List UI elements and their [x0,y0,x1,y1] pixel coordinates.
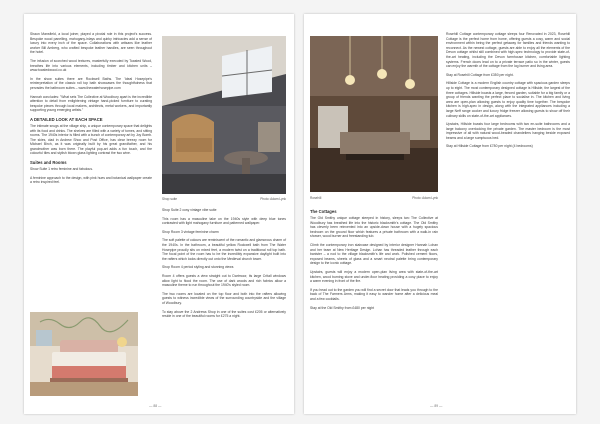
paragraph: Stay at Hillside Cottage from £780 per night (4 bedrooms) [446,144,533,149]
paragraph: Stay at Rosehill Cottage from £350 per night. [446,72,514,77]
right-page [304,14,576,414]
paragraph: The two rooms are located on the top floor and both into the rafters allowing guests to witness incredible views of the surrounding countryside and the village of Woodbury. [162,291,286,305]
paragraph: This room has a masculine take on the 1940s style with deep blue tones contrasted with light mahogany furniture and patterned wallpaper. [162,216,286,226]
caption-title: Rosehill [310,196,322,200]
paragraph: Shop Suite 2 cosy vintage vibe suite [162,208,217,212]
paragraph: The infusion of scorched wood textures, masterfully executed by Toasted Wood, breathes life into various elements, including timber and kitchen units – www.toastedwood.co.uk [30,58,152,73]
left-col1-intro [30,32,152,113]
right-column-2 [446,32,570,153]
lounge-photo [162,36,286,194]
paragraph: The Old Smithy unique cottage steeped in history, sleeps two The Collective at Woodbury has breathed life into the historic blacksmith's cottage. The Old Smithy has cleverly been reinvented into an upside-down house with a hugely spacious bedroom on the ground floor which features a private bathroom with a walk-in rain shower, wood burner and freestanding tub. [310,216,438,239]
paragraph: Rosehill Cottage contemporary cottage sleeps four Renovated in 2023, Rosehill Cottage is the perfect home from home, offering guests a cosy, warm and social environment within being the perfect getaway for families and friends wanting to reconnect. As the newest cottage, guests are able to enjoy all the elements of the Devon cottage whilst still combined with high-spec technology to provide state-of-the-art heating, including the Devon farmhouse kitchen, comfortable lighting systems. French doors lead on to a private terrace patio so in the winter, guests can enjoy the warmth of the cottage from the log burner and living area. [446,32,570,69]
paragraph: Show Suite 1 retro feminine and fabulous. [30,167,93,172]
photo-caption [162,197,286,201]
left-page [24,14,294,414]
right-column-1 [310,206,438,314]
left-column-1 [30,32,152,189]
page-number: — 89 — [430,404,443,408]
paragraph: Climb the contemporary iron staircase designed by interior designer Hannah Lohan and her team at New Heritage Design. Lohan has threaded leather through each banister – a nod to the village blacksmith's life and work. Polished cement floors, exposed beams, sheets of glass and a smart neutral palette bring contemporary design to the iconic cottage. [310,242,438,266]
paragraph: To stay above the 2 Andrews Shop in one of the suites cost £205 or alternatively reside in one of the beautiful rooms for £275 a night. [162,309,286,319]
paragraph: Shop Room 4 period styling and stunning views [162,265,234,270]
paragraph: Upstairs, Hillside boasts four large bedrooms with two en-suite bathrooms and a large balcony overlooking the private garden. The master bedroom is the most impressive of all with natural wood-beaded chandeliers hanging beside exposed beams and a large sumptuous bed. [446,122,570,140]
left-column-2 [162,208,286,323]
paragraph: Hillside Cottage is a modern English country cottage with spacious garden sleeps up to eight. The most contemporary designed cottage is Hillside, the largest of the three cottages. Hillside boasts a large, fenced garden, suitable for a big family or a group of friends wanting the perfect place to socialise in. The kitchen and living area are open-plan allowing guests to enjoy quality time together. The bespoke kitchen is high-spec in design, along with the integrated appliances including a large Neff range cooker and luxury fridge freezer allowing guests to show off their culinary skills on state-of-the-art appliances. [446,81,570,118]
paragraph: A feminine approach to the design, with pink hues and botanical wallpaper create a retro inspired feel. [30,175,152,185]
section-heading: A DETAILED LOOK AT EACH SPACE [30,116,103,122]
paragraph: Stay at the Old Smithy from £480 per night [310,305,375,310]
paragraph: The soft palette of colours are reminiscent of the romantic and glamorous charm of the 1940s. In the bathroom, a beautiful yellow Rockwell bath from The Water Hosepipe proudly sits on mixed feet, a modern twist on a traditional roll top bath. The focal point of the room has to be the incredibly expansive daylight built into the rafters which looks directly out onto the Medieval church tower. [162,238,287,261]
paragraph: Shop Room 3 vintage feminine charm [162,229,219,234]
photo-caption [310,196,438,200]
paragraph: Hannah concludes: "What sets The Collective at Woodbury apart is the incredible attention to detail from enlightening vintage hand-picked furniture to curating bespoke pieces through local makers, architects, metal workers, and importantly supporting young emerging artists." [30,94,152,113]
caption-title: Shop suite [162,197,178,201]
paragraph: Room 4 offers guests a view straight out to Dartmoor, its large Critall windows allow light to flood the room. The use of dark woods and rich fabrics allow a masculine theme to run throughout the 1940's styled room. [162,273,286,288]
paragraph: Shaun Mansfield, a local joiner, played a pivotal role in this project's success. Bespoke wood panelling, mahogany-inlays and quirky intricacies add a sense of luxury into every inch of the space. Collaborations with artisans like leather worker Bill Amberg, who crafted bespoke leather handles, are seen throughout the hotel. [30,32,152,55]
section-heading: Suites and Rooms [30,160,67,166]
caption-credit: Photo: Adam Lynk [260,197,286,201]
paragraph: Upstairs, guests will enjoy a modern open-plan living area with state-of-the-art kitchen, wood burning stove and under-floor heating providing a cosy place to enjoy a warm evening in front of the fire. [310,269,438,284]
paragraph: In the show suites there are Rockwell Baths. The 'Ideal Hosepipe's reinterpretation of the classic roll top bath showcases the thoughtfulness that pervades the bathroom suites – www.thewaterhosepipe.com [30,76,152,90]
paragraph: The intimate snugs at the village ship, a unique contemporary space that delights with its food and drinks. The shelves are filled with a variety of tomes, and sitting rooms. The 1940s interior is filled with a bunch of contemporary art by Joy Bomb. The skies, clad in Andrew Shoo and Post Office, has clear breezy room for Michael Birch, as it was originally built by his great grandfather, and his grandmother was born there. The playful pop-art adds a fun touch, and the colourful tiles and stylish blown glass lighting contrast the two wine. [30,123,152,156]
page-number: — 88 — [149,404,162,408]
caption-credit: Photo: Adam Lynk [412,196,438,200]
bedroom-photo [30,312,138,396]
section-heading: The Cottages [310,209,337,214]
paragraph: If you head out to the garden you will find a secret door that leads you through to the back of The Farmers Arms, making it easy to wander home after a delicious meal and a few cocktails. [310,287,438,301]
cottage-photo [310,36,438,192]
